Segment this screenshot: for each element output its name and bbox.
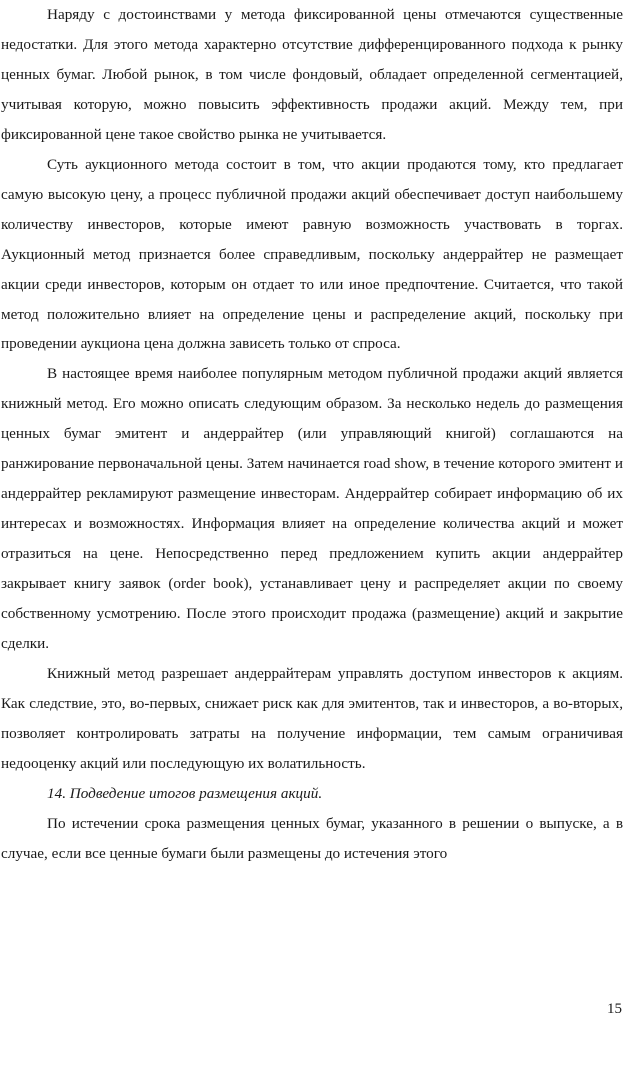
page-number: 15 xyxy=(607,1001,622,1017)
paragraph-auction-method: Суть аукционного метода состоит в том, что акции продаются тому, кто предлагает самую высокую цену, а процесс публичной продажи акций обеспечивает доступ наибольшему количеству инвесторов, которые имеют равную возможность участвовать в торгах. Аукционный метод признается более справедливым, поскольку андеррайтер не размещает акции среди инвесторов, которым он отдает то или иное предпочтение. Считается, что такой метод положительно влияет на определение цены и распределение акций, поскольку при проведении аукциона цена должна зависеть только от спроса. xyxy=(1,155,623,353)
section-heading: 14. Подведение итогов размещения акций. xyxy=(47,784,323,802)
paragraph-placement-results: По истечении срока размещения ценных бумаг, указанного в решении о выпуске, а в случае, если все ценные бумаги были размещены до истечения этого xyxy=(1,814,623,862)
paragraph-fixed-price-drawbacks: Наряду с достоинствами у метода фиксированной цены отмечаются существенные недостатки. Для этого метода характерно отсутствие дифференцированного подхода к рынку ценных бумаг. Любой рынок, в том числе фондовый, обладает определенной сегментацией, учитывая которую, можно повысить эффективность продажи акций. Между тем, при фиксированной цене такое свойство рынка не учитывается. xyxy=(1,6,623,143)
paragraph-book-method-benefits: Книжный метод разрешает андеррайтерам управлять доступом инвесторов к акциям. Как следствие, это, во-первых, снижает риск как для эмитентов, так и инвесторов, а во-вторых, позволяет контролировать затраты на получение информации, тем самым ограничивая недооценку акций или последующую их волатильность. xyxy=(1,664,623,772)
document-body xyxy=(1,0,623,869)
paragraph-book-building-method: В настоящее время наиболее популярным методом публичной продажи акций является книжный метод. Его можно описать следующим образом. За несколько недель до размещения ценных бумаг эмитент и андеррайтер (или управляющий книгой) соглашаются на ранжирование первоначальной цены. Затем начинается road show, в течение которого эмитент и андеррайтер рекламируют размещение инвесторам. Андеррайтер собирает информацию об их интересах и возможностях. Информация влияет на определение количества акций и может отразиться на цене. Непосредственно перед предложением купить акции андеррайтер закрывает книгу заявок (order book), устанавливает цену и распределяет акции по своему собственному усмотрению. После этого происходит продажа (размещение) акций и закрытие сделки. xyxy=(1,365,623,653)
